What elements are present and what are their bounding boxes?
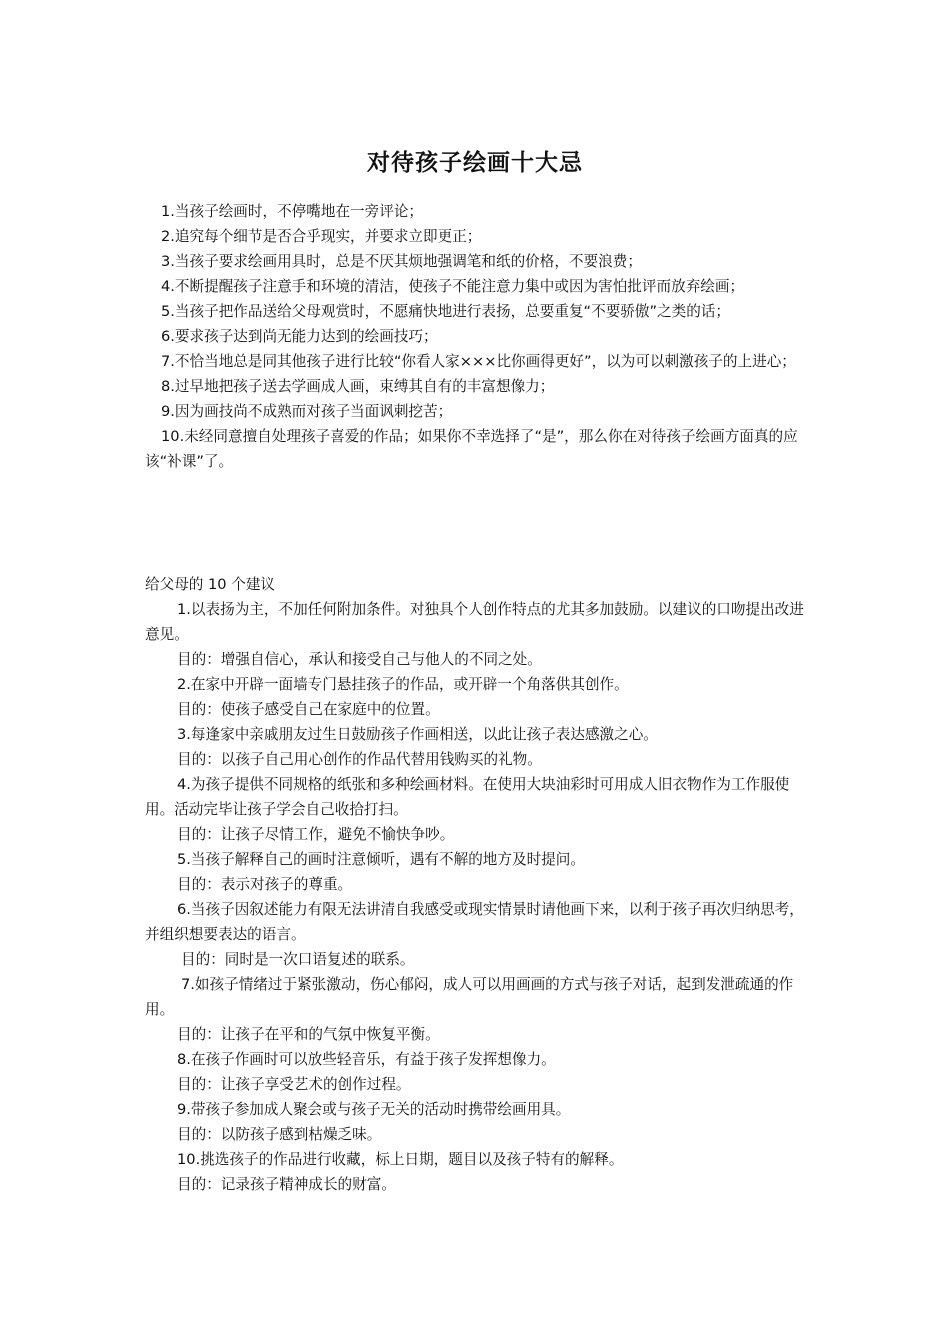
advice-item: 2.在家中开辟一面墙专门悬挂孩子的作品，或开辟一个角落供其创作。 [177,676,629,693]
advice-item: 4.为孩子提供不同规格的纸张和多种绘画材料。在使用大块油彩时可用成人旧衣物作为工作服使用。活动完毕让孩子学会自己收拾打扫。 [145,776,790,818]
advice-purpose: 目的：让孩子尽情工作，避免不愉快争吵。 [177,826,455,843]
document-title: 对待孩子绘画十大忌 [367,150,583,176]
advice-purpose: 目的：同时是一次口语复述的联系。 [181,951,415,968]
taboo-item: 5.当孩子把作品送给父母观赏时，不愿痛快地进行表扬，总要重复“不要骄傲”之类的话； [161,303,731,320]
advice-purpose: 目的：使孩子感受自己在家庭中的位置。 [177,701,440,718]
advice-purpose: 目的：让孩子在平和的气氛中恢复平衡。 [177,1026,440,1043]
advice-item: 6.当孩子因叙述能力有限无法讲清自我感受或现实情景时请他画下来，以利于孩子再次归纳思考，并组织想要表达的语言。 [145,901,804,943]
advice-item: 5.当孩子解释自己的画时注意倾听，遇有不解的地方及时提问。 [177,851,585,868]
advice-item: 10.挑选孩子的作品进行收藏，标上日期，题目以及孩子特有的解释。 [177,1151,624,1168]
taboo-item: 6.要求孩子达到尚无能力达到的绘画技巧； [161,328,438,345]
advice-purpose: 目的：表示对孩子的尊重。 [177,876,353,893]
taboo-item: 9.因为画技尚不成熟而对孩子当面讽刺挖苦； [161,403,453,420]
taboo-item: 10.未经同意擅自处理孩子喜爱的作品；如果你不幸选择了“是”，那么你在对待孩子绘画方面真的应该“补课”了。 [145,428,798,470]
advice-purpose: 目的：以孩子自己用心创作的作品代替用钱购买的礼物。 [177,751,542,768]
advice-purpose: 目的：增强自信心，承认和接受自己与他人的不同之处。 [177,651,542,668]
taboo-item: 8.过早地把孩子送去学画成人画，束缚其自有的丰富想像力； [161,378,555,395]
advice-purpose: 目的：让孩子享受艺术的创作过程。 [177,1076,411,1093]
taboo-item: 4.不断提醒孩子注意手和环境的清洁，使孩子不能注意力集中或因为害怕批评而放弃绘画； [161,278,745,295]
taboo-item: 7.不恰当地总是同其他孩子进行比较“你看人家×××比你画得更好”，以为可以刺激孩子的上进心； [161,353,796,370]
advice-heading: 给父母的 10 个建议 [145,576,276,593]
taboo-item: 1.当孩子绘画时，不停嘴地在一旁评论； [161,203,424,220]
taboo-item: 3.当孩子要求绘画用具时，总是不厌其烦地强调笔和纸的价格，不要浪费； [161,253,642,270]
advice-item: 9.带孩子参加成人聚会或与孩子无关的活动时携带绘画用具。 [177,1101,571,1118]
advice-item: 8.在孩子作画时可以放些轻音乐，有益于孩子发挥想像力。 [177,1051,556,1068]
advice-section [145,572,805,1197]
advice-item: 1.以表扬为主，不加任何附加条件。对独具个人创作特点的尤其多加鼓励。以建议的口吻提出改进意见。 [145,601,804,643]
advice-purpose: 目的：记录孩子精神成长的财富。 [177,1176,396,1193]
advice-item: 7.如孩子情绪过于紧张激动，伤心郁闷，成人可以用画画的方式与孩子对话，起到发泄疏通的作用。 [145,976,794,1018]
taboo-item: 2.追究每个细节是否合乎现实，并要求立即更正； [161,228,482,245]
advice-item: 3.每逢家中亲戚朋友过生日鼓励孩子作画相送，以此让孩子表达感激之心。 [177,726,658,743]
advice-purpose: 目的：以防孩子感到枯燥乏味。 [177,1126,382,1143]
taboo-list [145,199,805,474]
